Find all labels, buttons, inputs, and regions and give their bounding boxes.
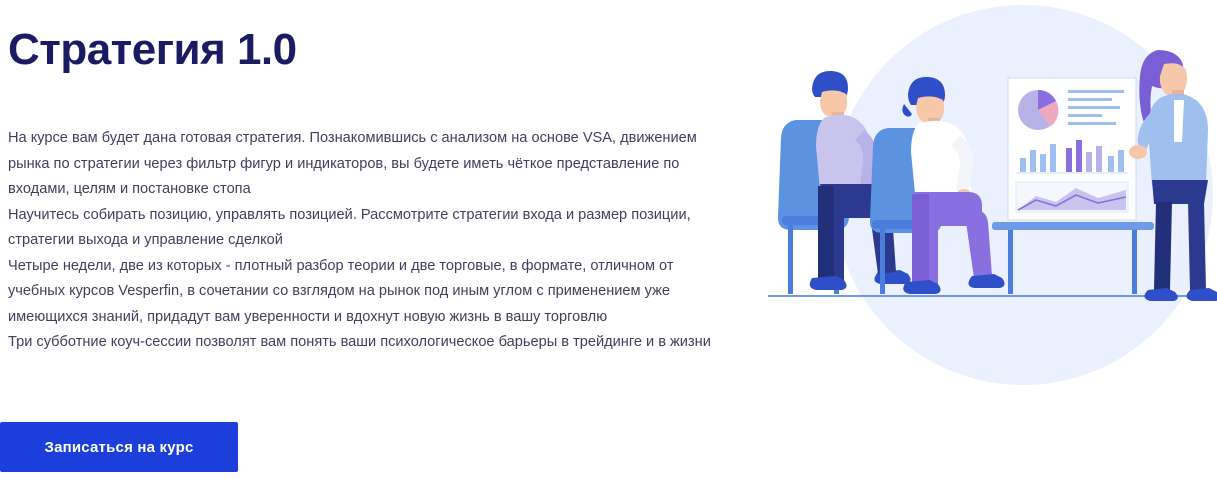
training-presentation-illustration [760, 0, 1217, 490]
area-chart-on-board [1016, 182, 1128, 212]
description-paragraph-2: Научитесь собирать позицию, управлять позицией. Рассмотрите стратегии входа и размер позиции, стратегии выхода и управление сделкой [8, 206, 691, 248]
page-title: Стратегия 1.0 [8, 25, 297, 75]
enroll-button[interactable]: Записаться на курс [0, 422, 238, 472]
course-description [8, 126, 730, 356]
description-paragraph-4: Три субботние коуч-сессии позволят вам понять ваши психологическое барьеры в трейдинге и в жизни [8, 334, 711, 350]
description-paragraph-3: Четыре недели, две из которых - плотный разбор теории и две торговые, в формате, отличном от учебных курсов Vesperfin, в сочетании со взглядом на рынок под иным углом с применением уже имеющихся знаний, придадут вам уверенности и вдохнут новую жизнь в вашу торговлю [8, 257, 674, 325]
description-paragraph-1: На курсе вам будет дана готовая стратегия. Познакомившись с анализом на основе VSA, движением рынка по стратегии через фильтр фигур и индикаторов, вы будете иметь чёткое представление по входами, целям и постановке стопа [8, 130, 697, 197]
pie-chart-on-board [1018, 90, 1058, 130]
